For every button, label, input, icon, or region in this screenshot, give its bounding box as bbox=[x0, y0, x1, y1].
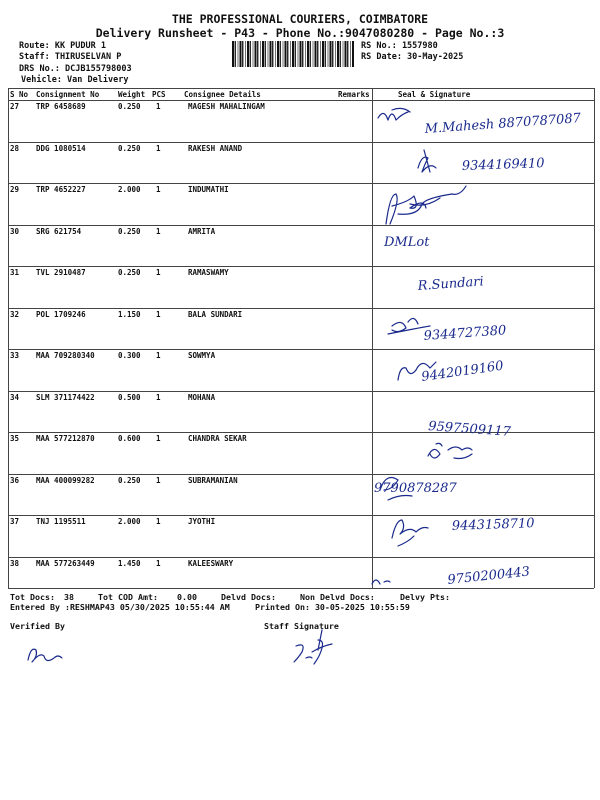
signature-handwriting: R.Sundari bbox=[417, 274, 485, 294]
cell-consignment: TRP 6458689 bbox=[34, 101, 116, 143]
cell-weight: 0.250 bbox=[116, 142, 150, 184]
cell-pcs: 1 bbox=[150, 101, 182, 143]
cell-sno: 36 bbox=[8, 474, 34, 516]
tot-cod-label: Tot COD Amt: bbox=[98, 592, 158, 602]
cell-pcs: 1 bbox=[150, 557, 182, 598]
staff-label: Staff: THIRUSELVAN P bbox=[19, 52, 122, 62]
delvd-docs-label: Delvd Docs: bbox=[221, 592, 276, 602]
signature-handwriting: M.Mahesh 8870787087 bbox=[424, 111, 582, 137]
cell-consignment: TVL 2910487 bbox=[34, 267, 116, 309]
cell-weight: 1.150 bbox=[116, 308, 150, 350]
signature-handwriting: DMLot bbox=[384, 235, 430, 250]
cell-consignee: RAMASWAMY bbox=[182, 267, 336, 309]
cell-pcs: 1 bbox=[150, 350, 182, 392]
entered-by: Entered By :RESHMAP43 05/30/2025 10:55:44 AM bbox=[10, 602, 230, 612]
tot-cod-value: 0.00 bbox=[177, 592, 197, 602]
cell-sno: 38 bbox=[8, 557, 34, 598]
cell-pcs: 1 bbox=[150, 184, 182, 226]
cell-consignment: TRP 4652227 bbox=[34, 184, 116, 226]
cell-sno: 32 bbox=[8, 308, 34, 350]
cell-consignment: MAA 709280340 bbox=[34, 350, 116, 392]
cell-consignment: SRG 621754 bbox=[34, 225, 116, 267]
cell-consignment: POL 1709246 bbox=[34, 308, 116, 350]
runsheet-subtitle: Delivery Runsheet - P43 - Phone No.:9047080280 - Page No.:3 bbox=[95, 26, 505, 40]
col-header-sno: S No bbox=[8, 89, 34, 101]
cell-consignment: MAA 400099282 bbox=[34, 474, 116, 516]
cell-pcs: 1 bbox=[150, 225, 182, 267]
col-header-remarks: Remarks bbox=[336, 89, 372, 101]
cell-pcs: 1 bbox=[150, 474, 182, 516]
cell-sno: 27 bbox=[8, 101, 34, 143]
printed-on: Printed On: 30-05-2025 10:55:59 bbox=[255, 602, 410, 612]
cell-pcs: 1 bbox=[150, 391, 182, 433]
cell-sno: 35 bbox=[8, 433, 34, 475]
cell-sno: 29 bbox=[8, 184, 34, 226]
col-header-signature: Seal & Signature bbox=[372, 89, 594, 101]
signature-handwriting: 9750200443 bbox=[446, 564, 531, 588]
cell-consignment: MAA 577212870 bbox=[34, 433, 116, 475]
cell-sno: 37 bbox=[8, 516, 34, 558]
cell-pcs: 1 bbox=[150, 267, 182, 309]
cell-pcs: 1 bbox=[150, 308, 182, 350]
cell-pcs: 1 bbox=[150, 433, 182, 475]
vehicle-label: Vehicle: Van Delivery bbox=[21, 75, 129, 85]
signature-handwriting: 9597509117 bbox=[427, 419, 512, 440]
cell-weight: 0.250 bbox=[116, 267, 150, 309]
tot-docs-value: 38 bbox=[64, 592, 74, 602]
cell-consignee: JYOTHI bbox=[182, 516, 336, 558]
cell-consignment: SLM 371174422 bbox=[34, 391, 116, 433]
col-header-weight: Weight bbox=[116, 89, 150, 101]
cell-sno: 34 bbox=[8, 391, 34, 433]
rs-date: RS Date: 30-May-2025 bbox=[361, 52, 464, 62]
signature-handwriting: 9344727380 bbox=[423, 323, 507, 344]
cell-consignee: CHANDRA SEKAR bbox=[182, 433, 336, 475]
cell-consignee: BALA SUNDARI bbox=[182, 308, 336, 350]
cell-pcs: 1 bbox=[150, 516, 182, 558]
cell-weight: 0.500 bbox=[116, 391, 150, 433]
signature-handwriting: 9790878287 bbox=[374, 481, 457, 496]
cell-consignee: SUBRAMANIAN bbox=[182, 474, 336, 516]
signature-handwriting: 9443158710 bbox=[451, 516, 535, 534]
company-title: THE PROFESSIONAL COURIERS, COIMBATORE bbox=[171, 12, 429, 26]
cell-sno: 33 bbox=[8, 350, 34, 392]
staff-signature-label: Staff Signature bbox=[264, 621, 339, 631]
cell-consignee: AMRITA bbox=[182, 225, 336, 267]
non-delvd-docs-label: Non Delvd Docs: bbox=[300, 592, 375, 602]
cell-weight: 2.000 bbox=[116, 184, 150, 226]
verified-by-label: Verified By bbox=[10, 621, 65, 631]
cell-consignee: RAKESH ANAND bbox=[182, 142, 336, 184]
delvy-pts-label: Delvy Pts: bbox=[400, 592, 450, 602]
col-header-pcs: PCS bbox=[150, 89, 182, 101]
cell-weight: 0.250 bbox=[116, 101, 150, 143]
col-header-consignment: Consignment No bbox=[34, 89, 116, 101]
cell-weight: 0.250 bbox=[116, 474, 150, 516]
cell-sno: 30 bbox=[8, 225, 34, 267]
cell-weight: 0.250 bbox=[116, 225, 150, 267]
rs-number: RS No.: 1557980 bbox=[361, 41, 438, 51]
verified-signature bbox=[28, 649, 62, 662]
cell-pcs: 1 bbox=[150, 142, 182, 184]
route-label: Route: KK PUDUR 1 bbox=[19, 41, 106, 51]
cell-weight: 0.600 bbox=[116, 433, 150, 475]
cell-consignment: TNJ 1195511 bbox=[34, 516, 116, 558]
signature-handwriting: 9344169410 bbox=[461, 156, 545, 174]
col-header-consignee: Consignee Details bbox=[182, 89, 336, 101]
cell-weight: 0.300 bbox=[116, 350, 150, 392]
tot-docs-label: Tot Docs: bbox=[10, 592, 55, 602]
cell-consignee: INDUMATHI bbox=[182, 184, 336, 226]
cell-consignee: KALEESWARY bbox=[182, 557, 336, 598]
cell-consignment: MAA 577263449 bbox=[34, 557, 116, 598]
staff-signature bbox=[294, 630, 332, 664]
cell-consignee: MAGESH MAHALINGAM bbox=[182, 101, 336, 143]
cell-sno: 28 bbox=[8, 142, 34, 184]
cell-sno: 31 bbox=[8, 267, 34, 309]
cell-consignment: DDG 1080514 bbox=[34, 142, 116, 184]
cell-consignee: MOHANA bbox=[182, 391, 336, 433]
cell-weight: 2.000 bbox=[116, 516, 150, 558]
signature-handwriting: 9442019160 bbox=[420, 358, 505, 385]
drs-label: DRS No.: DCJB155798003 bbox=[19, 64, 132, 74]
cell-consignee: SOWMYA bbox=[182, 350, 336, 392]
cell-weight: 1.450 bbox=[116, 557, 150, 598]
